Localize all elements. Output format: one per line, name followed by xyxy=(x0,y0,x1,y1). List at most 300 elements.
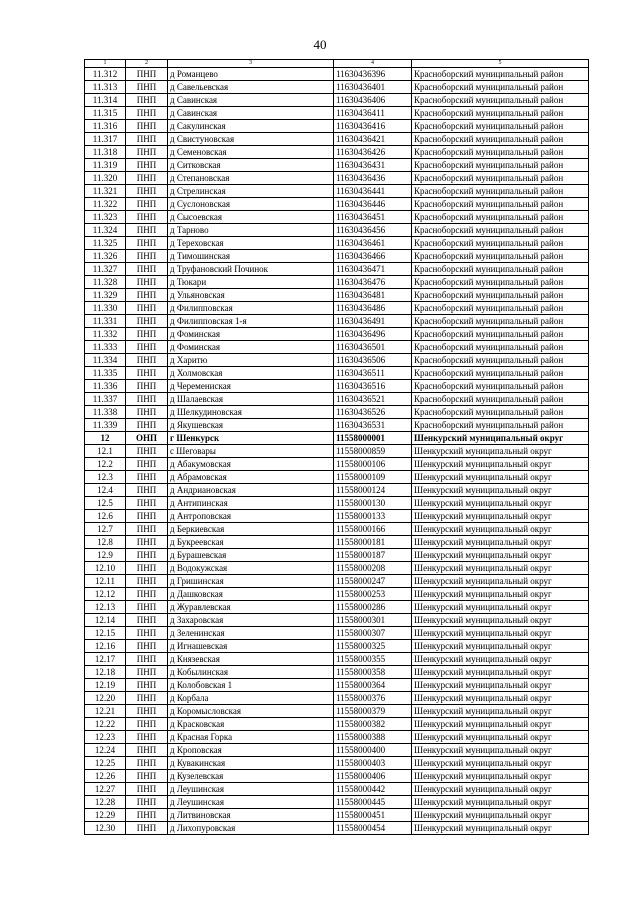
table-row xyxy=(85,380,589,393)
oktmo-code: 11558000376 xyxy=(334,692,412,705)
row-type: ПНП xyxy=(126,458,168,471)
table-row xyxy=(85,510,589,523)
table-row xyxy=(85,94,589,107)
oktmo-code: 11558000208 xyxy=(334,562,412,575)
row-type: ПНП xyxy=(126,757,168,770)
district-name: Красноборский муниципальный район xyxy=(412,172,589,185)
settlement-name: д Сысоевская xyxy=(168,211,334,224)
table-row xyxy=(85,367,589,380)
row-type: ПНП xyxy=(126,367,168,380)
oktmo-code: 11558000166 xyxy=(334,523,412,536)
settlement-name: д Князевская xyxy=(168,653,334,666)
row-number: 11.329 xyxy=(85,289,126,302)
oktmo-code: 11558000253 xyxy=(334,588,412,601)
table-row xyxy=(85,133,589,146)
settlement-name: д Тимошинская xyxy=(168,250,334,263)
settlement-name: д Андриановская xyxy=(168,484,334,497)
oktmo-code: 11630436411 xyxy=(334,107,412,120)
row-number: 11.322 xyxy=(85,198,126,211)
table-row xyxy=(85,224,589,237)
row-type: ПНП xyxy=(126,718,168,731)
row-number: 12.15 xyxy=(85,627,126,640)
oktmo-code: 11558000400 xyxy=(334,744,412,757)
row-type: ПНП xyxy=(126,146,168,159)
oktmo-code: 11558000445 xyxy=(334,796,412,809)
oktmo-code: 11630436506 xyxy=(334,354,412,367)
oktmo-code: 11558000130 xyxy=(334,497,412,510)
table-row xyxy=(85,211,589,224)
settlement-name: д Труфановский Починок xyxy=(168,263,334,276)
row-number: 11.328 xyxy=(85,276,126,289)
table-row xyxy=(85,692,589,705)
table-row xyxy=(85,497,589,510)
settlement-name: д Тюкари xyxy=(168,276,334,289)
table-row xyxy=(85,393,589,406)
district-name: Шенкурский муниципальный округ xyxy=(412,796,589,809)
table-row xyxy=(85,120,589,133)
table-row xyxy=(85,250,589,263)
column-header: 1 xyxy=(85,60,126,68)
row-number: 12.25 xyxy=(85,757,126,770)
oktmo-code: 11630436471 xyxy=(334,263,412,276)
row-type: ПНП xyxy=(126,796,168,809)
table-row xyxy=(85,757,589,770)
row-type: ПНП xyxy=(126,328,168,341)
row-type: ПНП xyxy=(126,484,168,497)
row-number: 12.30 xyxy=(85,822,126,835)
district-name: Красноборский муниципальный район xyxy=(412,94,589,107)
oktmo-code: 11558000325 xyxy=(334,640,412,653)
settlement-name: д Красная Горка xyxy=(168,731,334,744)
district-name: Красноборский муниципальный район xyxy=(412,237,589,250)
settlement-name: д Гришинская xyxy=(168,575,334,588)
settlement-name: д Корбала xyxy=(168,692,334,705)
settlement-name: д Букреевская xyxy=(168,536,334,549)
row-type: ПНП xyxy=(126,172,168,185)
oktmo-code: 11630436476 xyxy=(334,276,412,289)
row-number: 12.28 xyxy=(85,796,126,809)
table-row xyxy=(85,666,589,679)
settlement-name: д Черемениская xyxy=(168,380,334,393)
settlement-name: д Фоминская xyxy=(168,341,334,354)
settlement-name: д Бурашевская xyxy=(168,549,334,562)
oktmo-code: 11558000859 xyxy=(334,445,412,458)
oktmo-code: 11558000106 xyxy=(334,458,412,471)
settlement-name: д Беркиевская xyxy=(168,523,334,536)
settlement-name: д Савинская xyxy=(168,107,334,120)
district-name: Красноборский муниципальный район xyxy=(412,263,589,276)
row-number: 12.13 xyxy=(85,601,126,614)
district-name: Шенкурский муниципальный округ xyxy=(412,692,589,705)
settlement-name: д Леушинская xyxy=(168,796,334,809)
district-name: Шенкурский муниципальный округ xyxy=(412,588,589,601)
district-name: Красноборский муниципальный район xyxy=(412,276,589,289)
oktmo-code: 11630436416 xyxy=(334,120,412,133)
district-name: Шенкурский муниципальный округ xyxy=(412,484,589,497)
table-row xyxy=(85,822,589,835)
row-number: 12.18 xyxy=(85,666,126,679)
oktmo-code: 11558000301 xyxy=(334,614,412,627)
row-number: 11.319 xyxy=(85,159,126,172)
row-number: 12.20 xyxy=(85,692,126,705)
oktmo-code: 11630436431 xyxy=(334,159,412,172)
row-number: 11.331 xyxy=(85,315,126,328)
oktmo-code: 11630436531 xyxy=(334,419,412,432)
table-row xyxy=(85,237,589,250)
settlement-name: д Стрелинская xyxy=(168,185,334,198)
table-row xyxy=(85,146,589,159)
row-type: ПНП xyxy=(126,445,168,458)
table-row xyxy=(85,588,589,601)
table-row xyxy=(85,68,589,81)
row-type: ПНП xyxy=(126,692,168,705)
settlement-name: д Красковская xyxy=(168,718,334,731)
row-type: ПНП xyxy=(126,133,168,146)
row-number: 11.317 xyxy=(85,133,126,146)
row-type: ПНП xyxy=(126,523,168,536)
row-type: ПНП xyxy=(126,705,168,718)
oktmo-code: 11630436426 xyxy=(334,146,412,159)
district-name: Красноборский муниципальный район xyxy=(412,198,589,211)
row-number: 12.19 xyxy=(85,679,126,692)
row-number: 12.29 xyxy=(85,809,126,822)
district-name: Шенкурский муниципальный округ xyxy=(412,731,589,744)
settlement-name: д Колобовская 1 xyxy=(168,679,334,692)
district-name: Шенкурский муниципальный округ xyxy=(412,614,589,627)
settlement-name: д Зеленинская xyxy=(168,627,334,640)
row-type: ПНП xyxy=(126,679,168,692)
oktmo-code: 11630436501 xyxy=(334,341,412,354)
row-number: 12.2 xyxy=(85,458,126,471)
row-type: ПНП xyxy=(126,744,168,757)
row-number: 12.16 xyxy=(85,640,126,653)
table-row xyxy=(85,705,589,718)
table-row xyxy=(85,679,589,692)
table-row xyxy=(85,653,589,666)
row-type: ПНП xyxy=(126,536,168,549)
district-name: Красноборский муниципальный район xyxy=(412,107,589,120)
settlement-name: д Сакулинская xyxy=(168,120,334,133)
district-name: Красноборский муниципальный район xyxy=(412,133,589,146)
settlement-name: д Лихопуровская xyxy=(168,822,334,835)
district-name: Шенкурский муниципальный округ xyxy=(412,601,589,614)
row-number: 11.325 xyxy=(85,237,126,250)
district-name: Шенкурский муниципальный округ xyxy=(412,757,589,770)
row-number: 12.1 xyxy=(85,445,126,458)
table-row xyxy=(85,81,589,94)
row-type: ПНП xyxy=(126,224,168,237)
table-row xyxy=(85,107,589,120)
oktmo-code: 11558000355 xyxy=(334,653,412,666)
table-row xyxy=(85,263,589,276)
column-header: 5 xyxy=(412,60,589,68)
table-row xyxy=(85,276,589,289)
district-name: Шенкурский муниципальный округ xyxy=(412,822,589,835)
row-type: ПНП xyxy=(126,406,168,419)
row-number: 12.10 xyxy=(85,562,126,575)
row-type: ПНП xyxy=(126,770,168,783)
row-number: 11.337 xyxy=(85,393,126,406)
row-type: ПНП xyxy=(126,211,168,224)
row-number: 11.332 xyxy=(85,328,126,341)
row-type: ПНП xyxy=(126,588,168,601)
district-name: Красноборский муниципальный район xyxy=(412,354,589,367)
row-number: 12.4 xyxy=(85,484,126,497)
oktmo-code: 11558000001 xyxy=(334,432,412,445)
row-type: ПНП xyxy=(126,68,168,81)
table-row xyxy=(85,783,589,796)
row-type: ПНП xyxy=(126,731,168,744)
row-type: ПНП xyxy=(126,419,168,432)
row-type: ПНП xyxy=(126,497,168,510)
table-row xyxy=(85,731,589,744)
table-row xyxy=(85,315,589,328)
row-number: 11.326 xyxy=(85,250,126,263)
oktmo-code: 11630436486 xyxy=(334,302,412,315)
table-row xyxy=(85,627,589,640)
district-name: Шенкурский муниципальный округ xyxy=(412,549,589,562)
table-row xyxy=(85,328,589,341)
table-row xyxy=(85,549,589,562)
settlement-name: д Семеновская xyxy=(168,146,334,159)
row-number: 11.316 xyxy=(85,120,126,133)
settlement-name: д Дашковская xyxy=(168,588,334,601)
settlement-name: д Антроповская xyxy=(168,510,334,523)
row-number: 11.312 xyxy=(85,68,126,81)
district-name: Шенкурский муниципальный округ xyxy=(412,497,589,510)
row-number: 11.336 xyxy=(85,380,126,393)
oktmo-code: 11630436441 xyxy=(334,185,412,198)
row-number: 12.8 xyxy=(85,536,126,549)
table-row xyxy=(85,744,589,757)
row-number: 12.14 xyxy=(85,614,126,627)
row-type: ПНП xyxy=(126,185,168,198)
row-type: ПНП xyxy=(126,471,168,484)
settlement-name: д Шалаевская xyxy=(168,393,334,406)
oktmo-code: 11558000358 xyxy=(334,666,412,679)
table-row xyxy=(85,796,589,809)
district-name: Шенкурский муниципальный округ xyxy=(412,783,589,796)
district-name: Шенкурский муниципальный округ xyxy=(412,510,589,523)
row-type: ПНП xyxy=(126,549,168,562)
row-type: ПНП xyxy=(126,276,168,289)
row-number: 12.3 xyxy=(85,471,126,484)
district-name: Шенкурский муниципальный округ xyxy=(412,445,589,458)
table-row xyxy=(85,640,589,653)
table-row xyxy=(85,289,589,302)
row-type: ПНП xyxy=(126,601,168,614)
row-number: 11.334 xyxy=(85,354,126,367)
settlement-name: д Шелкудиновская xyxy=(168,406,334,419)
table-row xyxy=(85,185,589,198)
settlement-name: д Журавлевская xyxy=(168,601,334,614)
table-row xyxy=(85,471,589,484)
row-type: ПНП xyxy=(126,120,168,133)
row-type: ПНП xyxy=(126,562,168,575)
settlement-name: д Романцево xyxy=(168,68,334,81)
district-name: Красноборский муниципальный район xyxy=(412,393,589,406)
row-number: 12.22 xyxy=(85,718,126,731)
district-name: Шенкурский муниципальный округ xyxy=(412,770,589,783)
district-name: Шенкурский муниципальный округ xyxy=(412,432,589,445)
row-number: 12.23 xyxy=(85,731,126,744)
row-type: ПНП xyxy=(126,81,168,94)
settlement-name: д Коромысловская xyxy=(168,705,334,718)
table-row xyxy=(85,536,589,549)
row-number: 12.26 xyxy=(85,770,126,783)
row-number: 11.321 xyxy=(85,185,126,198)
row-number: 11.338 xyxy=(85,406,126,419)
settlement-registry-table xyxy=(84,59,589,835)
table-row xyxy=(85,198,589,211)
settlement-name: д Захаровская xyxy=(168,614,334,627)
oktmo-code: 11558000403 xyxy=(334,757,412,770)
oktmo-code: 11630436521 xyxy=(334,393,412,406)
oktmo-code: 11630436481 xyxy=(334,289,412,302)
row-number: 12.17 xyxy=(85,653,126,666)
oktmo-code: 11558000364 xyxy=(334,679,412,692)
district-name: Шенкурский муниципальный округ xyxy=(412,653,589,666)
table-row xyxy=(85,172,589,185)
oktmo-code: 11558000454 xyxy=(334,822,412,835)
oktmo-code: 11630436456 xyxy=(334,224,412,237)
settlement-name: д Кроповская xyxy=(168,744,334,757)
oktmo-code: 11558000133 xyxy=(334,510,412,523)
settlement-name: д Кобылинская xyxy=(168,666,334,679)
district-name: Красноборский муниципальный район xyxy=(412,224,589,237)
district-name: Красноборский муниципальный район xyxy=(412,68,589,81)
table-row xyxy=(85,159,589,172)
district-name: Шенкурский муниципальный округ xyxy=(412,471,589,484)
row-type: ПНП xyxy=(126,393,168,406)
district-name: Красноборский муниципальный район xyxy=(412,328,589,341)
row-type: ПНП xyxy=(126,237,168,250)
oktmo-code: 11558000307 xyxy=(334,627,412,640)
district-name: Красноборский муниципальный район xyxy=(412,185,589,198)
settlement-name: д Тарново xyxy=(168,224,334,237)
oktmo-code: 11558000382 xyxy=(334,718,412,731)
oktmo-code: 11558000379 xyxy=(334,705,412,718)
table-row xyxy=(85,770,589,783)
settlement-name: д Игнашевская xyxy=(168,640,334,653)
district-name: Красноборский муниципальный район xyxy=(412,120,589,133)
row-type: ПНП xyxy=(126,250,168,263)
district-name: Красноборский муниципальный район xyxy=(412,315,589,328)
district-name: Шенкурский муниципальный округ xyxy=(412,458,589,471)
row-number: 12.12 xyxy=(85,588,126,601)
oktmo-code: 11558000247 xyxy=(334,575,412,588)
row-number: 11.320 xyxy=(85,172,126,185)
row-type: ПНП xyxy=(126,159,168,172)
settlement-name: д Кувакинская xyxy=(168,757,334,770)
oktmo-code: 11558000187 xyxy=(334,549,412,562)
settlement-name: д Филипповская 1-я xyxy=(168,315,334,328)
table-row xyxy=(85,432,589,445)
settlement-name: д Степановская xyxy=(168,172,334,185)
oktmo-code: 11630436466 xyxy=(334,250,412,263)
settlement-name: д Тереховская xyxy=(168,237,334,250)
row-number: 12.9 xyxy=(85,549,126,562)
table-row xyxy=(85,809,589,822)
district-name: Красноборский муниципальный район xyxy=(412,211,589,224)
table-header-row xyxy=(85,60,589,68)
table-row xyxy=(85,341,589,354)
district-name: Красноборский муниципальный район xyxy=(412,289,589,302)
row-type: ПНП xyxy=(126,640,168,653)
row-type: ОНП xyxy=(126,432,168,445)
row-type: ПНП xyxy=(126,289,168,302)
row-type: ПНП xyxy=(126,510,168,523)
oktmo-code: 11630436406 xyxy=(334,94,412,107)
oktmo-code: 11630436511 xyxy=(334,367,412,380)
oktmo-code: 11558000388 xyxy=(334,731,412,744)
oktmo-code: 11558000406 xyxy=(334,770,412,783)
row-number: 11.313 xyxy=(85,81,126,94)
row-number: 12.21 xyxy=(85,705,126,718)
district-name: Шенкурский муниципальный округ xyxy=(412,575,589,588)
row-number: 11.323 xyxy=(85,211,126,224)
district-name: Красноборский муниципальный район xyxy=(412,367,589,380)
settlement-name: д Савельевская xyxy=(168,81,334,94)
row-type: ПНП xyxy=(126,627,168,640)
settlement-name: д Абакумовская xyxy=(168,458,334,471)
oktmo-code: 11630436396 xyxy=(334,68,412,81)
table-row xyxy=(85,601,589,614)
district-name: Шенкурский муниципальный округ xyxy=(412,562,589,575)
table-row xyxy=(85,718,589,731)
oktmo-code: 11630436446 xyxy=(334,198,412,211)
row-number: 11.339 xyxy=(85,419,126,432)
oktmo-code: 11558000451 xyxy=(334,809,412,822)
settlement-name: д Абрамовская xyxy=(168,471,334,484)
settlement-name: д Ситковская xyxy=(168,159,334,172)
district-name: Красноборский муниципальный район xyxy=(412,419,589,432)
district-name: Шенкурский муниципальный округ xyxy=(412,744,589,757)
district-name: Шенкурский муниципальный округ xyxy=(412,705,589,718)
district-name: Шенкурский муниципальный округ xyxy=(412,640,589,653)
row-type: ПНП xyxy=(126,198,168,211)
district-name: Шенкурский муниципальный округ xyxy=(412,627,589,640)
settlement-name: с Шеговары xyxy=(168,445,334,458)
row-number: 12.24 xyxy=(85,744,126,757)
settlement-name: д Филипповская xyxy=(168,302,334,315)
district-name: Красноборский муниципальный район xyxy=(412,406,589,419)
row-number: 11.330 xyxy=(85,302,126,315)
district-name: Красноборский муниципальный район xyxy=(412,81,589,94)
row-number: 11.318 xyxy=(85,146,126,159)
settlement-name: д Холмовская xyxy=(168,367,334,380)
oktmo-code: 11558000286 xyxy=(334,601,412,614)
settlement-name: д Савинская xyxy=(168,94,334,107)
table-row xyxy=(85,523,589,536)
row-type: ПНП xyxy=(126,94,168,107)
row-type: ПНП xyxy=(126,783,168,796)
table-row xyxy=(85,575,589,588)
oktmo-code: 11558000181 xyxy=(334,536,412,549)
column-header: 2 xyxy=(126,60,168,68)
oktmo-code: 11630436436 xyxy=(334,172,412,185)
row-type: ПНП xyxy=(126,809,168,822)
row-type: ПНП xyxy=(126,380,168,393)
settlement-name: д Леушинская xyxy=(168,783,334,796)
settlement-name: д Кузелевская xyxy=(168,770,334,783)
row-number: 12.5 xyxy=(85,497,126,510)
row-number: 11.315 xyxy=(85,107,126,120)
settlement-name: д Ульяновская xyxy=(168,289,334,302)
row-type: ПНП xyxy=(126,614,168,627)
district-name: Шенкурский муниципальный округ xyxy=(412,718,589,731)
district-name: Шенкурский муниципальный округ xyxy=(412,679,589,692)
